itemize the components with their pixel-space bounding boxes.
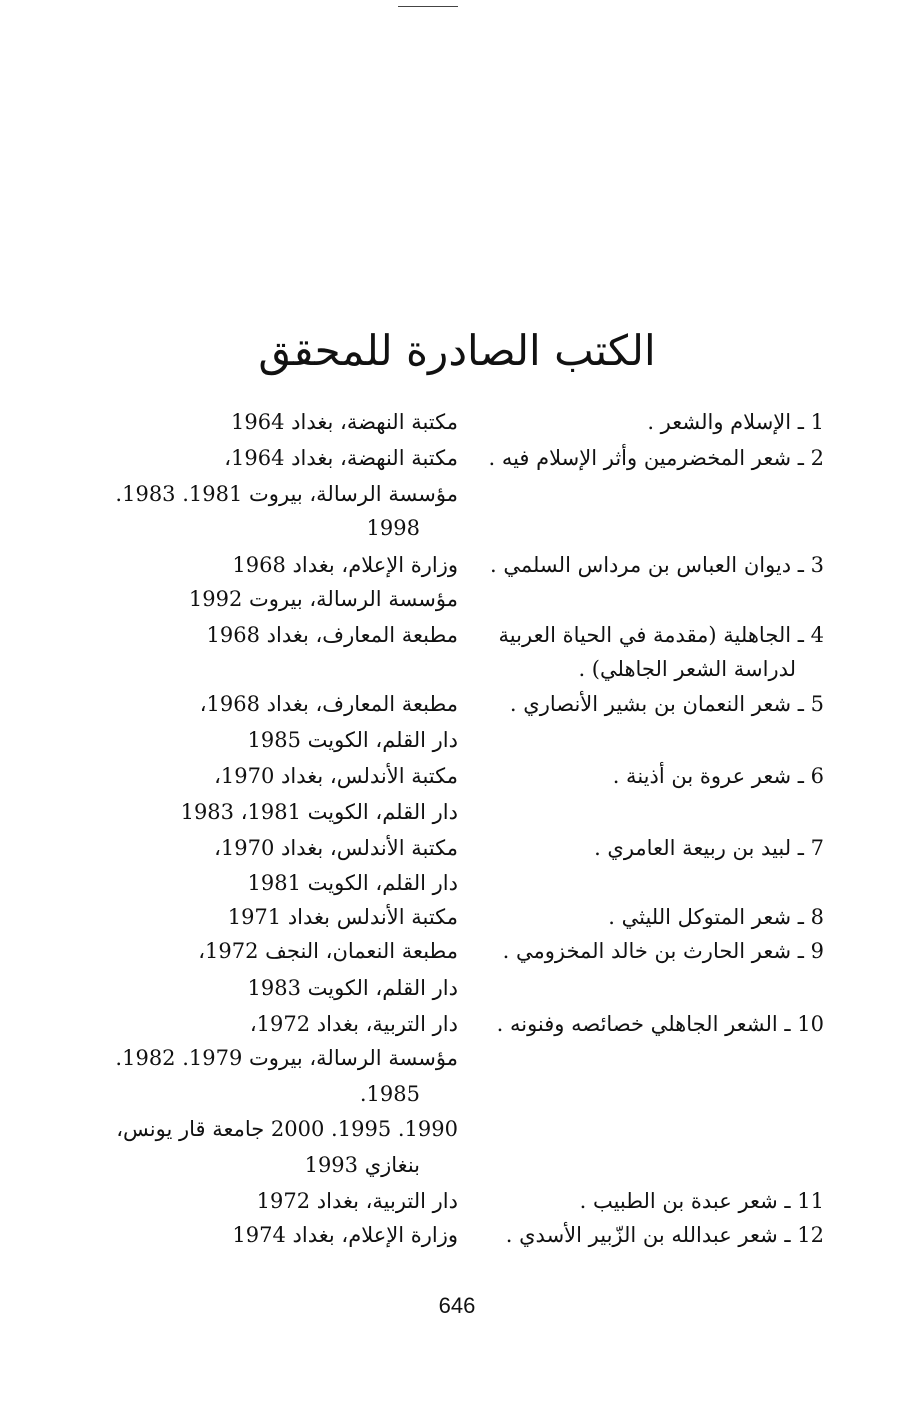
page-title: الكتب الصادرة للمحقق: [258, 326, 656, 376]
publisher-line: مطبعة المعارف، بغداد 1968: [206, 623, 458, 647]
publisher-line: مكتبة الأندلس، بغداد 1970،: [214, 764, 458, 788]
publisher-line: مطبعة النعمان، النجف 1972،: [198, 939, 458, 963]
entry-8: 8 ـ شعر المتوكل الليثي .: [608, 905, 824, 929]
entry-6: 6 ـ شعر عروة بن أذينة .: [612, 764, 824, 788]
publisher-line: دار التربية، بغداد 1972،: [249, 1012, 458, 1036]
entry-11: 11 ـ شعر عبدة بن الطبيب .: [579, 1189, 824, 1213]
page-number: 646: [438, 1293, 476, 1318]
top-rule: [398, 6, 458, 7]
publisher-line: 1985.: [359, 1082, 420, 1106]
entry-7: 7 ـ لبيد بن ربيعة العامري .: [594, 836, 824, 860]
publisher-line: دار القلم، الكويت 1981: [247, 871, 458, 895]
publisher-line: مكتبة الأندلس، بغداد 1970،: [214, 836, 458, 860]
publisher-line: مكتبة الأندلس بغداد 1971: [227, 905, 458, 929]
publisher-line: 1998: [366, 516, 420, 540]
publisher-line: دار القلم، الكويت 1983: [247, 976, 458, 1000]
publisher-line: دار القلم، الكويت 1985: [247, 728, 458, 752]
entry-1: 1 ـ الإسلام والشعر .: [647, 410, 824, 434]
entry-2: 2 ـ شعر المخضرمين وأثر الإسلام فيه .: [488, 446, 824, 470]
publisher-line: دار التربية، بغداد 1972: [256, 1189, 458, 1213]
entry-10: 10 ـ الشعر الجاهلي خصائصه وفنونه .: [496, 1012, 824, 1036]
entry-5: 5 ـ شعر النعمان بن بشير الأنصاري .: [509, 692, 824, 716]
publisher-line: مؤسسة الرسالة، بيروت 1981. 1983.: [115, 482, 458, 506]
publisher-line: مؤسسة الرسالة، بيروت 1992: [188, 587, 458, 611]
publisher-line: مطبعة المعارف، بغداد 1968،: [199, 692, 458, 716]
publisher-line: 1990. 1995. 2000 جامعة قار يونس،: [116, 1117, 458, 1141]
entry-12: 12 ـ شعر عبدالله بن الزّبير الأسدي .: [505, 1223, 824, 1247]
publisher-line: وزارة الإعلام، بغداد 1968: [232, 553, 458, 577]
publisher-line: دار القلم، الكويت 1981، 1983: [180, 800, 458, 824]
entry-4-continuation: لدراسة الشعر الجاهلي) .: [578, 657, 796, 681]
publisher-line: وزارة الإعلام، بغداد 1974: [232, 1223, 458, 1247]
entry-9: 9 ـ شعر الحارث بن خالد المخزومي .: [502, 939, 824, 963]
entry-3: 3 ـ ديوان العباس بن مرداس السلمي .: [489, 553, 824, 577]
publisher-line: مكتبة النهضة، بغداد 1964،: [224, 446, 458, 470]
publisher-line: مكتبة النهضة، بغداد 1964: [231, 410, 458, 434]
entry-4: 4 ـ الجاهلية (مقدمة في الحياة العربية: [498, 623, 824, 647]
publisher-line: مؤسسة الرسالة، بيروت 1979. 1982.: [115, 1046, 458, 1070]
publisher-line: بنغازي 1993: [304, 1153, 420, 1177]
